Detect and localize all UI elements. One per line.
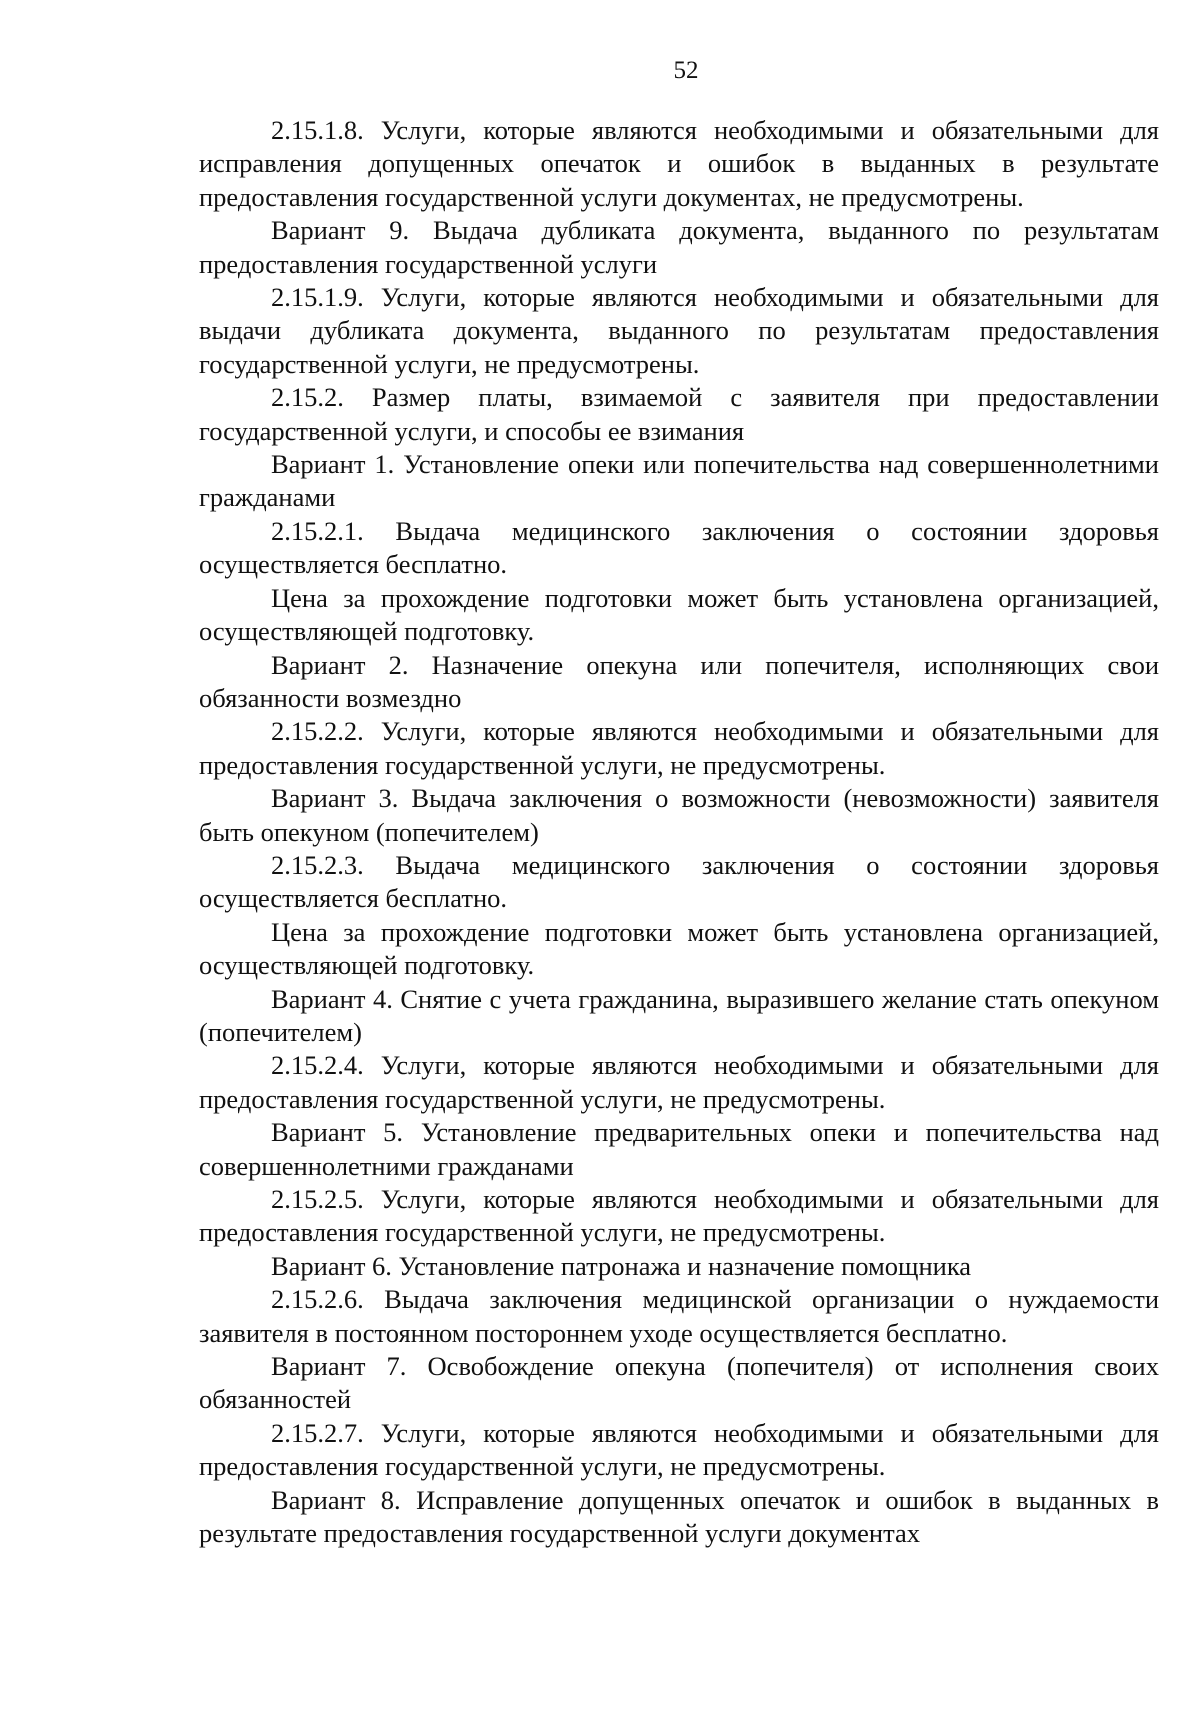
paragraph-2-15-2-3: 2.15.2.3. Выдача медицинского заключения о состоянии здоровья осуществляется бесплатно. (199, 849, 1159, 914)
paragraph-2-15-1-9: 2.15.1.9. Услуги, которые являются необходимыми и обязательными для выдачи дубликата документа, выданного по результатам предоставления государственной услуги, не предусмотрены. (199, 282, 1159, 379)
heading-variant-7: Вариант 7. Освобождение опекуна (попечителя) от исполнения своих обязанностей (199, 1351, 1159, 1415)
paragraph-2-15-2-1: 2.15.2.1. Выдача медицинского заключения о состоянии здоровья осуществляется бесплатно. (199, 515, 1159, 580)
paragraph-training-price-2: Цена за прохождение подготовки может быть установлена организацией, осуществляющей подготовку. (199, 916, 1159, 981)
heading-variant-4: Вариант 4. Снятие с учета гражданина, выразившего желание стать опекуном (попечителем) (199, 983, 1159, 1047)
paragraph-2-15-2-6: 2.15.2.6. Выдача заключения медицинской организации о нуждаемости заявителя в постоянном постороннем уходе осуществляется бесплатно. (199, 1284, 1159, 1348)
paragraph-2-15-2-2: 2.15.2.2. Услуги, которые являются необходимыми и обязательными для предоставления государственной услуги, не предусмотрены. (199, 716, 1159, 780)
heading-variant-3: Вариант 3. Выдача заключения о возможности (невозможности) заявителя быть опекуном (попечителем) (199, 783, 1159, 847)
paragraph-2-15-1-8: 2.15.1.8. Услуги, которые являются необходимыми и обязательными для исправления допущенных опечаток и ошибок в выданных в результате предоставления государственной услуги документах, не предусмотрены. (199, 115, 1159, 212)
heading-variant-9: Вариант 9. Выдача дубликата документа, выданного по результатам предоставления государственной услуги (199, 215, 1159, 279)
paragraph-2-15-2-7: 2.15.2.7. Услуги, которые являются необходимыми и обязательными для предоставления государственной услуги, не предусмотрены. (199, 1417, 1159, 1482)
heading-2-15-2: 2.15.2. Размер платы, взимаемой с заявителя при предоставлении государственной услуги, и способы ее взимания (199, 382, 1159, 446)
heading-variant-1: Вариант 1. Установление опеки или попечительства над совершеннолетними гражданами (199, 449, 1159, 513)
heading-variant-8: Вариант 8. Исправление допущенных опечаток и ошибок в выданных в результате предоставления государственной услуги документах (199, 1484, 1159, 1549)
heading-variant-2: Вариант 2. Назначение опекуна или попечителя, исполняющих свои обязанности возмездно (199, 649, 1159, 713)
paragraph-2-15-2-4: 2.15.2.4. Услуги, которые являются необходимыми и обязательными для предоставления государственной услуги, не предусмотрены. (199, 1050, 1159, 1114)
page-number: 52 (673, 57, 699, 84)
heading-variant-6: Вариант 6. Установление патронажа и назначение помощника (271, 1250, 972, 1281)
paragraph-training-price-1: Цена за прохождение подготовки может быть установлена организацией, осуществляющей подготовку. (199, 582, 1159, 647)
heading-variant-5: Вариант 5. Установление предварительных опеки и попечительства над совершеннолетними гражданами (199, 1117, 1159, 1181)
paragraph-2-15-2-5: 2.15.2.5. Услуги, которые являются необходимыми и обязательными для предоставления государственной услуги, не предусмотрены. (199, 1184, 1159, 1248)
document-body (199, 114, 1159, 1550)
